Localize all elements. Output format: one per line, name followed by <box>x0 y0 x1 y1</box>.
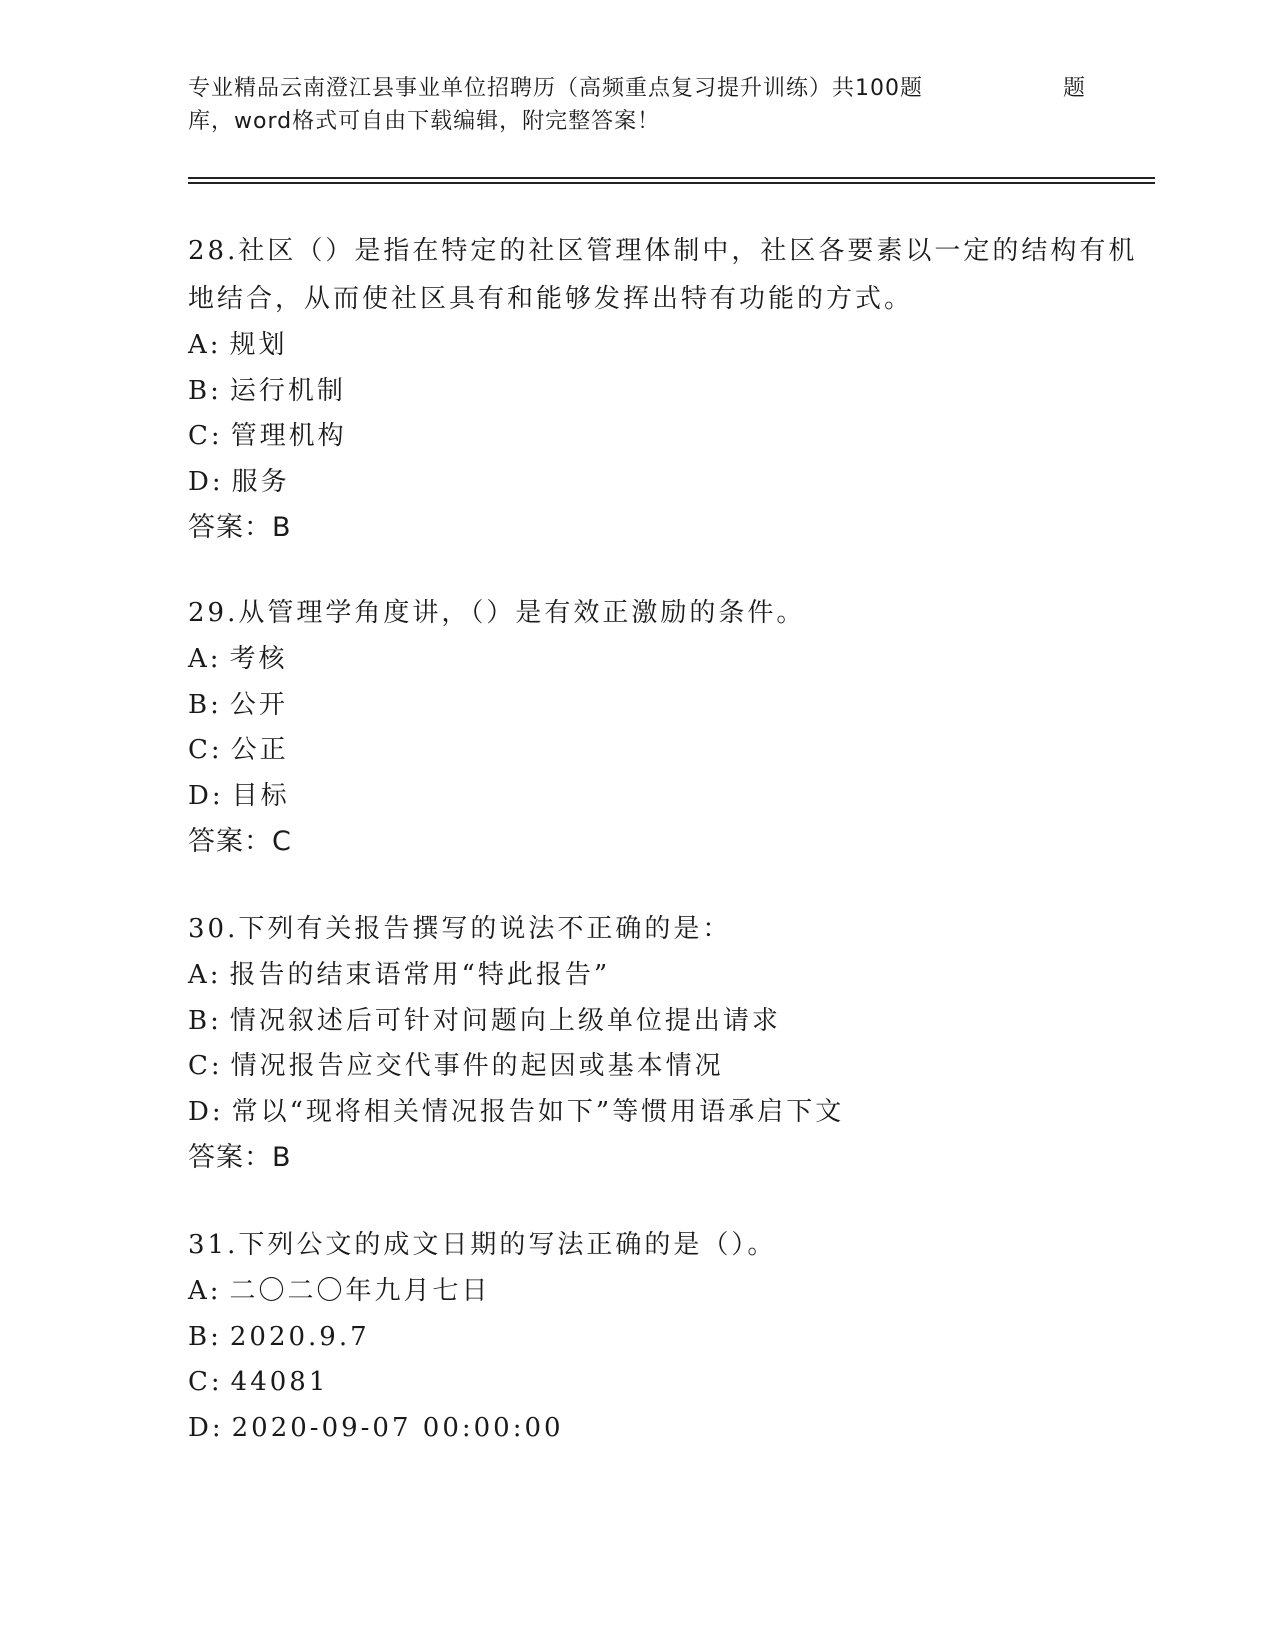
option-text: 报告的结束语常用“特此报告” <box>229 960 611 990</box>
option-c <box>188 1360 1148 1406</box>
option-text: 44081 <box>230 1367 329 1397</box>
question-29 <box>188 589 1148 865</box>
option-a <box>188 323 1148 369</box>
question-text <box>188 905 1148 953</box>
header-title-tail: 题 <box>1063 76 1087 101</box>
option-text: 服务 <box>231 466 290 497</box>
option-key: D: <box>188 466 224 497</box>
question-stem: 社区（）是指在特定的社区管理体制中，社区各要素以一定的结构有机地结合，从而使社区具有和能够发挥出特有功能的方式。 <box>188 236 1138 314</box>
header-line-2: 库，word格式可自由下载编辑，附完整答案！ <box>188 109 661 134</box>
option-key: A: <box>188 644 222 674</box>
header-double-rule <box>188 177 1155 184</box>
option-text: 目标 <box>231 780 290 811</box>
question-30 <box>188 905 1148 1181</box>
question-text <box>188 1221 1148 1269</box>
option-a <box>188 953 1148 999</box>
answer-line: 答案：B <box>188 1142 292 1173</box>
question-text <box>188 589 1148 637</box>
option-text: 管理机构 <box>230 421 347 451</box>
option-key: A: <box>188 960 222 990</box>
document-header <box>188 72 1088 138</box>
option-key: D: <box>188 1096 224 1127</box>
option-key: C: <box>188 735 223 765</box>
option-key: D: <box>188 1412 224 1443</box>
option-key: C: <box>188 1367 223 1397</box>
option-a <box>188 637 1148 683</box>
question-stem: 下列有关报告撰写的说法不正确的是： <box>238 914 732 944</box>
option-text: 考核 <box>229 644 288 674</box>
option-text: 情况叙述后可针对问题向上级单位提出请求 <box>229 1005 781 1036</box>
question-stem: 从管理学角度讲，（）是有效正激励的条件。 <box>238 598 806 628</box>
option-b <box>188 683 1148 729</box>
option-d <box>188 460 1148 506</box>
header-title: 专业精品云南澄江县事业单位招聘历（高频重点复习提升训练）共100题 <box>188 76 923 101</box>
option-text: 情况报告应交代事件的起因或基本情况 <box>230 1051 724 1081</box>
question-text <box>188 227 1148 323</box>
option-text: 运行机制 <box>229 375 346 406</box>
option-text: 常以“现将相关情况报告如下”等惯用语承启下文 <box>231 1096 845 1127</box>
option-text: 二〇二〇年九月七日 <box>229 1276 491 1306</box>
option-c <box>188 1044 1148 1090</box>
option-c <box>188 728 1148 774</box>
option-text: 公正 <box>230 735 289 765</box>
option-d <box>188 1090 1148 1136</box>
option-b <box>188 999 1148 1045</box>
option-text: 公开 <box>229 689 288 720</box>
question-number: 30. <box>188 914 239 944</box>
option-key: C: <box>188 421 223 451</box>
answer-line: 答案：B <box>188 512 292 543</box>
option-b <box>188 1315 1148 1361</box>
question-number: 28. <box>188 236 239 266</box>
option-b <box>188 369 1148 415</box>
option-key: B: <box>188 1005 222 1036</box>
option-key: D: <box>188 780 224 811</box>
option-c <box>188 414 1148 460</box>
option-text: 规划 <box>229 330 288 360</box>
option-d <box>188 1406 1148 1452</box>
answer-line: 答案：C <box>188 826 292 857</box>
option-key: C: <box>188 1051 223 1081</box>
option-key: A: <box>188 1276 222 1306</box>
question-stem: 下列公文的成文日期的写法正确的是（）。 <box>238 1230 777 1260</box>
option-key: B: <box>188 1321 222 1352</box>
header-line-1 <box>188 72 1088 105</box>
option-text: 2020.9.7 <box>229 1321 370 1352</box>
option-key: B: <box>188 689 222 720</box>
option-key: A: <box>188 330 222 360</box>
option-text: 2020-09-07 00:00:00 <box>231 1412 564 1443</box>
question-31 <box>188 1221 1148 1451</box>
question-number: 29. <box>188 598 239 628</box>
option-d <box>188 774 1148 820</box>
question-number: 31. <box>188 1230 239 1260</box>
option-key: B: <box>188 375 222 406</box>
option-a <box>188 1269 1148 1315</box>
question-28 <box>188 227 1148 551</box>
